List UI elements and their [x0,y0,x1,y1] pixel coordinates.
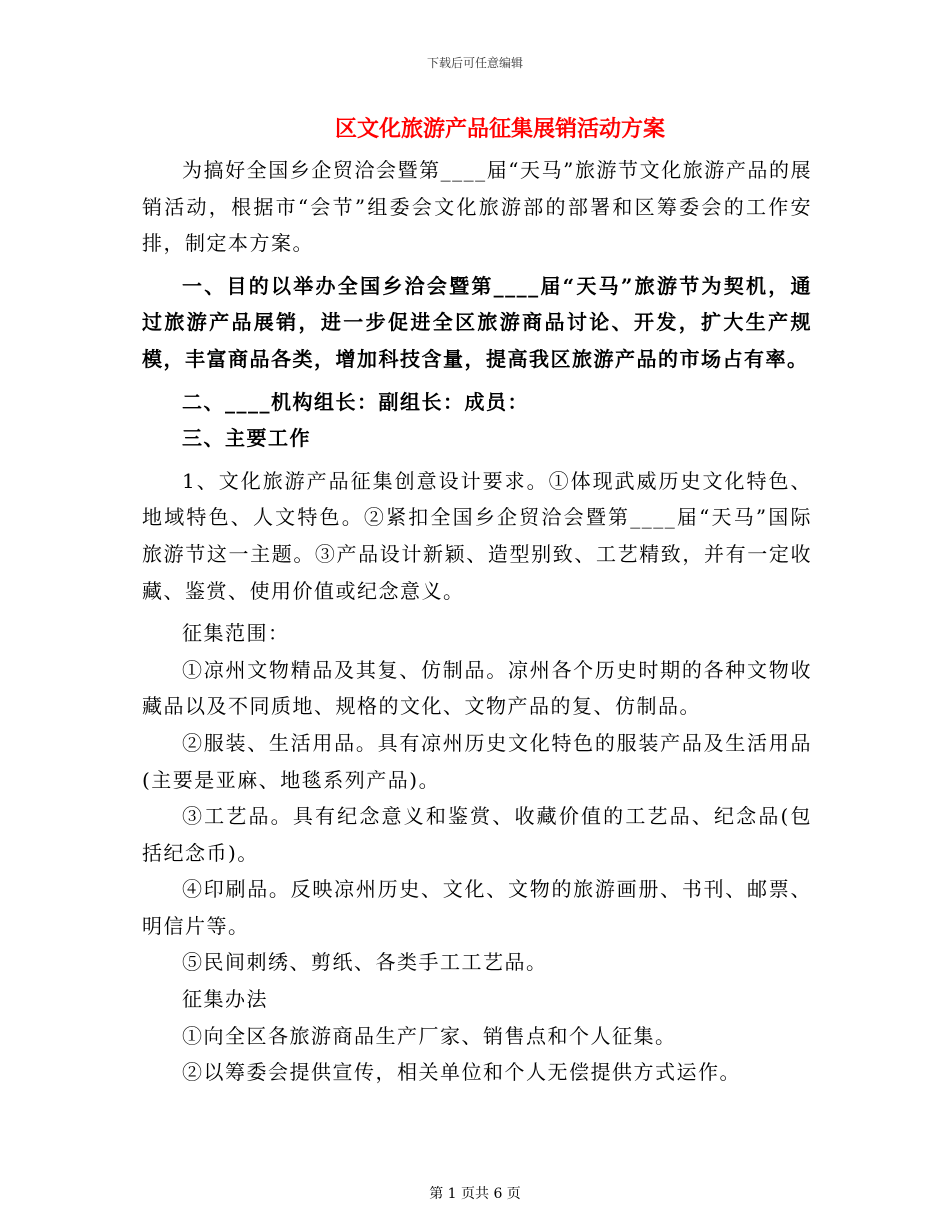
scope-item-5: ⑤民间刺绣、剪纸、各类手工工艺品。 [182,950,548,975]
collection-scope-heading: 征集范围： [182,621,290,646]
scope-item-3: ③工艺品。具有纪念意义和鉴赏、收藏价值的工艺品、纪念品(包括纪念币)。 [142,804,812,865]
work-item-1: 1、文化旅游产品征集创意设计要求。①体现武威历史文化特色、地域特色、人文特色。②紧扣全国乡企贸洽会暨第____届“天马”国际旅游节这一主题。③产品设计新颖、造型别致、工艺精致，并有一定收藏、鉴赏、使用价值或纪念意义。 [142,468,812,603]
collection-method-heading: 征集办法 [182,987,268,1012]
document-body [142,152,812,1091]
page-header-note: 下载后可任意编辑 [426,56,523,70]
scope-item-1: ①凉州文物精品及其复、仿制品。凉州各个历史时期的各种文物收藏品以及不同质地、规格的文化、文物产品的复、仿制品。 [142,657,812,719]
document-title: 区文化旅游产品征集展销活动方案 [334,116,665,142]
scope-item-2: ②服装、生活用品。具有凉州历史文化特色的服装产品及生活用品(主要是亚麻、地毯系列产品)。 [142,730,812,792]
page-footer: 第 1 页共 6 页 [429,1186,521,1202]
intro-paragraph: 为搞好全国乡企贸洽会暨第____届“天马”旅游节文化旅游产品的展销活动，根据市“会节”组委会文化旅游部的部署和区筹委会的工作安排，制定本方案。 [142,158,812,256]
method-item-2: ②以筹委会提供宣传，相关单位和个人无偿提供方式运作。 [182,1060,741,1085]
method-item-1: ①向全区各旅游商品生产厂家、销售点和个人征集。 [182,1023,677,1048]
section-main-work: 三、主要工作 [182,426,311,451]
section-purpose: 一、目的以举办全国乡洽会暨第____届“天马”旅游节为契机，通过旅游产品展销，进一步促进全区旅游商品讨论、开发，扩大生产规模，丰富商品各类，增加科技含量，提高我区旅游产品的市场占有率。 [142,273,812,371]
section-organization: 二、____机构组长：副组长：成员： [182,389,529,414]
scope-item-4: ④印刷品。反映凉州历史、文化、文物的旅游画册、书刊、邮票、明信片等。 [142,877,812,938]
